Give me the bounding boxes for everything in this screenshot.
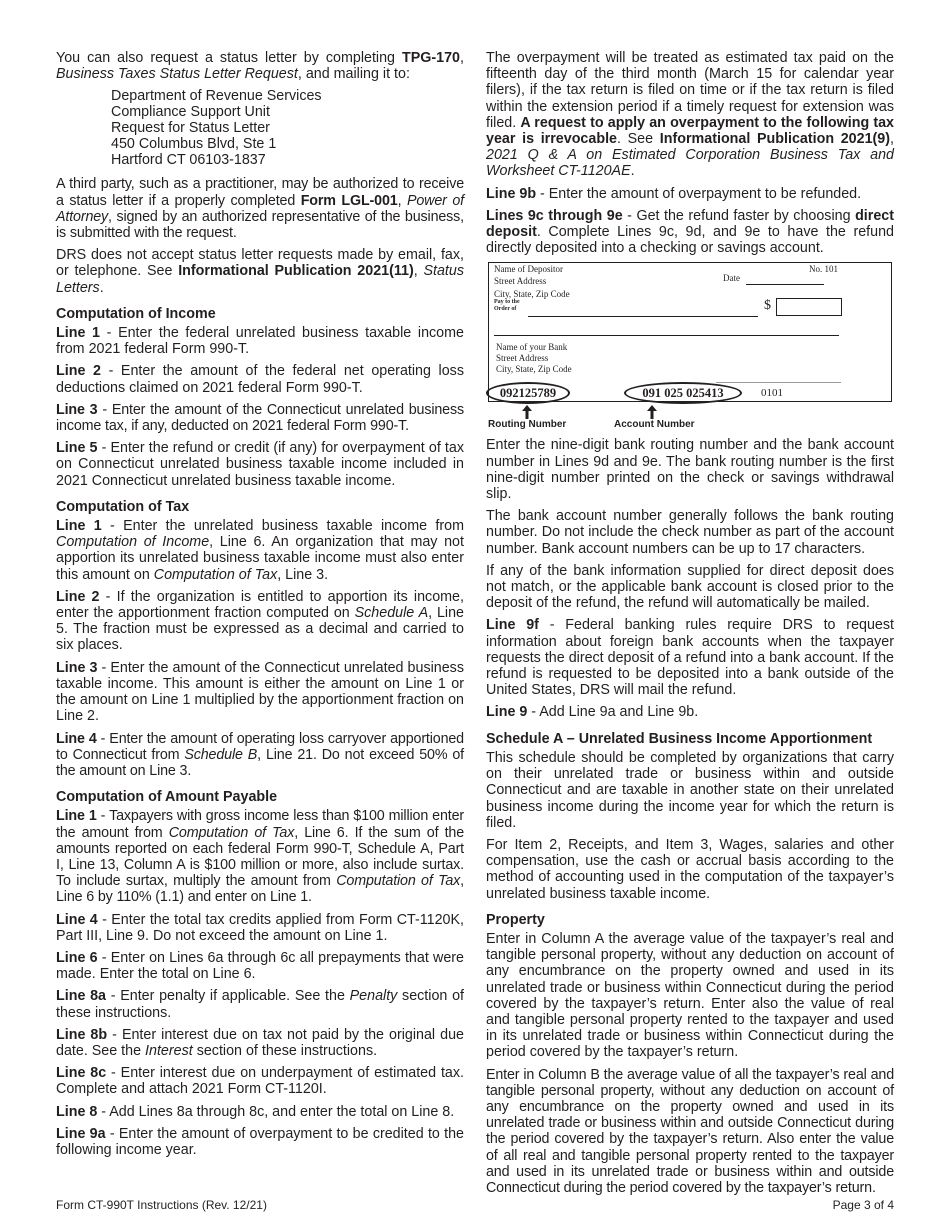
- amount-box: [776, 298, 842, 316]
- check-number-label: No. 101: [809, 264, 838, 275]
- no-email-paragraph: DRS does not accept status letter requests made by email, fax, or telephone. See Informational Publication 2021(11), Status Letters.: [56, 247, 464, 296]
- nine-digit-paragraph: Enter the nine-digit bank routing number and the bank account number in Lines 9d and 9e. The bank routing number is the first nine-digit number printed on the check or savings withdrawal slip.: [486, 437, 894, 503]
- account-number-label: Account Number: [614, 419, 695, 431]
- line-9b: Line 9b - Enter the amount of overpayment to be refunded.: [486, 185, 862, 202]
- address-line: Department of Revenue Services: [111, 88, 322, 105]
- computation-of-amount-payable-heading: Computation of Amount Payable: [56, 789, 278, 806]
- footer-page-number: Page 3 of 4: [832, 1198, 894, 1212]
- left-column: [56, 50, 464, 1164]
- property-paragraph-2: Enter in Column B the average value of all the taxpayer’s real and tangible personal property, without any deduction on account of any encumbrance on the property owned and used in its unrelated trade or business within and outside Connecticut during the period covered by the taxpayer’s return. Also enter the value of all real and tangible personal property rented to the taxpayer and used in its unrelated trade or business within and outside Connecticut during the period covered by the taxpayer’s return.: [486, 1066, 894, 1196]
- account-follows-paragraph: The bank account number generally follows the bank routing number. Do not include the check number as part of the account number. Bank account numbers can be up to 17 characters.: [486, 508, 894, 557]
- schedule-a-paragraph-2: For Item 2, Receipts, and Item 3, Wages, salaries and other compensation, use the cash or accrual basis according to the method of accounting used in the computation of the taxpayer’s unrelated business taxable income.: [486, 836, 894, 902]
- payable-line-8a: Line 8a - Enter penalty if applicable. See the Penalty section of these instructions.: [56, 988, 464, 1021]
- check-border: [488, 262, 892, 402]
- depositor-name: Name of Depositor: [494, 264, 563, 275]
- routing-number: 092125789: [486, 382, 570, 404]
- payable-line-6: Line 6 - Enter on Lines 6a through 6c all prepayments that were made. Enter the total on Line 6.: [56, 949, 464, 983]
- tax-line-2: Line 2 - If the organization is entitled to apportion its income, enter the apportionment fraction computed on Schedule A, Line 5. The fraction must be expressed as a decimal and carried to six places.: [56, 588, 464, 654]
- bank-city: City, State, Zip Code: [496, 364, 572, 375]
- right-column: [486, 50, 894, 1202]
- address-line: Compliance Support Unit: [111, 104, 270, 121]
- mailing-address: [111, 88, 464, 168]
- dollar-sign: $: [764, 298, 771, 314]
- date-label: Date: [723, 273, 740, 284]
- payable-line-1: Line 1 - Taxpayers with gross income less than $100 million enter the amount from Computation of Tax, Line 6. If the sum of the amounts reported on each federal Form 990-T, Schedule A, Part I, Line 13, Column A is $100 million or more, also include surtax. To include surtax, multiply the amount from Computation of Tax, Line 6 by 110% (1.1) and enter on Line 1.: [56, 808, 464, 906]
- payable-line-9a: Line 9a - Enter the amount of overpayment to be credited to the following income year.: [56, 1125, 465, 1158]
- income-line-1: Line 1 - Enter the federal unrelated business taxable income from 2021 federal Form 990-T.: [56, 325, 464, 358]
- tax-line-1: Line 1 - Enter the unrelated business taxable income from Computation of Income, Line 6. An organization that may not apportion its unrelated business taxable income must also enter this amount on Computation of Tax, Line 3.: [56, 518, 464, 583]
- property-paragraph-1: Enter in Column A the average value of the taxpayer’s real and tangible personal property, without any deduction on account of any encumbrance on the property owned and used in its unrelated trade or business within Connecticut during the period covered by the taxpayer’s return. Enter also the value of real and tangible personal property rented to the taxpayer and used in its unrelated trade or business within Connecticut during the period covered by the taxpayer’s return.: [486, 930, 894, 1061]
- lines-9c-9e: Lines 9c through 9e - Get the refund faster by choosing direct deposit. Complete Lines 9c, 9d, and 9e to have the refund directly deposited into a checking or savings account.: [486, 207, 894, 257]
- income-line-5: Line 5 - Enter the refund or credit (if any) for overpayment of tax on Connecticut unrelated business taxable income included in 2021 Connecticut unrelated business taxable income.: [56, 440, 464, 489]
- overpayment-paragraph: The overpayment will be treated as estimated tax paid on the fifteenth day of the third month (March 15 for calendar year filers), if the tax return is filed on time or if the tax return is filed within the extension period if a timely request for extension was filed. A request to apply an overpayment to the following tax year is irrevocable. See Informational Publication 2021(9), 2021 Q & A on Estimated Corporation Business Tax and Worksheet CT-1120AE.: [486, 50, 894, 180]
- bank-name: Name of your Bank: [496, 342, 568, 353]
- schedule-a-paragraph-1: This schedule should be completed by organizations that carry on their unrelated trade or business within and outside Connecticut and are taxable in another state on their unrelated business income during the income year for which the return is filed.: [486, 749, 894, 831]
- computation-of-tax-heading: Computation of Tax: [56, 498, 190, 515]
- sample-check: [486, 262, 894, 431]
- account-number: 091 025 025413: [624, 382, 742, 404]
- date-line: [746, 284, 824, 285]
- order-of-label: Order of: [494, 306, 517, 313]
- address-line: Hartford CT 06103-1837: [111, 152, 266, 169]
- routing-number-label: Routing Number: [488, 419, 567, 431]
- income-line-2: Line 2 - Enter the amount of the federal net operating loss deductions claimed on 2021 federal Form 990-T.: [56, 363, 464, 396]
- third-party-paragraph: A third party, such as a practitioner, may be authorized to receive a status letter if a properly completed Form LGL-001, Power of Attorney, signed by an authorized representative of the business, is submitted with the request.: [56, 176, 464, 242]
- computation-of-income-heading: Computation of Income: [56, 305, 216, 322]
- depositor-city: City, State, Zip Code: [494, 289, 570, 300]
- amount-words-line: [494, 335, 839, 336]
- address-line: Request for Status Letter: [111, 120, 270, 137]
- tax-line-3: Line 3 - Enter the amount of the Connecticut unrelated business taxable income. This amount is either the amount on Line 1 or the amount on Line 1 multiplied by the apportionment fraction on Line 2.: [56, 659, 464, 725]
- property-heading: Property: [486, 911, 545, 928]
- tax-line-4: Line 4 - Enter the amount of operating loss carryover apportioned to Connecticut from Schedule B, Line 21. Do not exceed 50% of the amount on Line 3.: [56, 730, 465, 779]
- not-match-paragraph: If any of the bank information supplied for direct deposit does not match, or the applicable bank account is closed prior to the deposit of the refund, the refund will automatically be mailed.: [486, 562, 894, 612]
- signature-line: [716, 382, 841, 383]
- footer-form-name: Form CT-990T Instructions (Rev. 12/21): [56, 1198, 267, 1212]
- line-9f: Line 9f - Federal banking rules require DRS to request information about foreign bank accounts when the taxpayer requests the direct deposit of a refund into a bank account. If the refund is requested to be deposited into a bank outside of the United States, DRS will mail the refund.: [486, 617, 894, 699]
- depositor-street: Street Address: [494, 276, 547, 287]
- income-line-3: Line 3 - Enter the amount of the Connecticut unrelated business income tax, if any, deducted on 2021 federal Form 990-T.: [56, 401, 464, 435]
- schedule-a-heading: Schedule A – Unrelated Business Income Apportionment: [486, 730, 873, 747]
- status-letter-paragraph: You can also request a status letter by completing TPG-170, Business Taxes Status Letter Request, and mailing it to:: [56, 50, 464, 83]
- line-9: Line 9 - Add Line 9a and Line 9b.: [486, 704, 699, 721]
- payee-line: [528, 316, 758, 317]
- payable-line-8: Line 8 - Add Lines 8a through 8c, and enter the total on Line 8.: [56, 1103, 455, 1120]
- bank-street: Street Address: [496, 353, 549, 364]
- check-number: 0101: [761, 387, 783, 400]
- pay-to-label: Pay to the: [494, 299, 520, 306]
- payable-line-8c: Line 8c - Enter interest due on underpayment of estimated tax. Complete and attach 2021 Form CT-1120I.: [56, 1065, 464, 1098]
- address-line: 450 Columbus Blvd, Ste 1: [111, 136, 277, 153]
- payable-line-8b: Line 8b - Enter interest due on tax not paid by the original due date. See the Interest section of these instructions.: [56, 1026, 464, 1059]
- payable-line-4: Line 4 - Enter the total tax credits applied from Form CT-1120K, Part III, Line 9. Do not exceed the amount on Line 1.: [56, 911, 464, 944]
